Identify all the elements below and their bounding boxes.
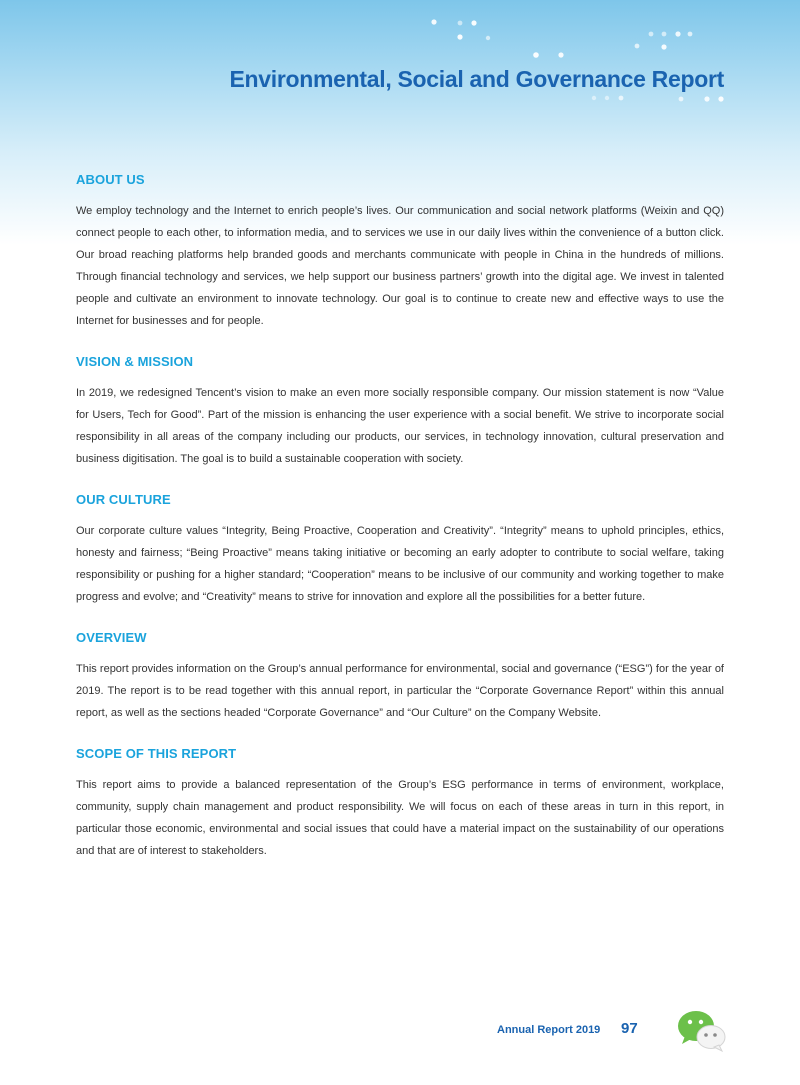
section-paragraph: This report aims to provide a balanced representation of the Group’s ESG performance in terms of environment, workplace, community, supply chain management and product responsibility. We will focus on each of these areas in turn in this report, in particular those economic, environmental and social issues that could have a material impact on the sustainability of our operations and that are of interest to stakeholders. <box>76 779 724 857</box>
section-paragraph: Our corporate culture values “Integrity, Being Proactive, Cooperation and Creativity”. “Integrity” means to uphold principles, ethics, honesty and fairness; “Being Proactive” means taking initiative or becoming an early adopter to contribute to social welfare, taking responsibility or pushing for a higher standard; “Cooperation” means to be inclusive of our community and working together to make progress and evolve; and “Creativity” means to strive for innovation and explore all the possibilities for a better future. <box>76 525 724 603</box>
section-heading: OUR CULTURE <box>76 492 171 507</box>
section-scope <box>76 746 724 862</box>
section-heading: SCOPE OF THIS REPORT <box>76 746 237 761</box>
section-about-us <box>76 172 724 332</box>
section-heading: VISION & MISSION <box>76 354 194 369</box>
section-paragraph: We employ technology and the Internet to enrich people’s lives. Our communication and social network platforms (Weixin and QQ) connect people to each other, to information media, and to services we use in our daily lives within the convenience of a button click. Our broad reaching platforms help branded goods and merchants communicate with people in China in the hundreds of millions. Through financial technology and services, we help support our business partners’ growth into the digital age. We invest in talented people and cultivate an environment to innovate technology. Our goal is to continue to create new and effective ways to use the Internet for businesses and for people. <box>76 205 724 327</box>
decorative-dots <box>0 0 800 120</box>
section-paragraph: In 2019, we redesigned Tencent’s vision to make an even more socially responsible company. Our mission statement is now “Value for Users, Tech for Good”. Part of the mission is enhancing the user experience with a social benefit. We strive to incorporate social responsibility in all areas of the company including our products, our services, in technology innovation, cultural preservation and business digitisation. The goal is to build a sustainable cooperation with society. <box>76 387 724 465</box>
wechat-icon <box>677 1010 727 1052</box>
page-footer <box>0 1010 800 1060</box>
main-content <box>76 172 724 884</box>
section-heading: OVERVIEW <box>76 630 147 645</box>
section-paragraph: This report provides information on the Group’s annual performance for environmental, social and governance (“ESG”) for the year of 2019. The report is to be read together with this annual report, in particular the “Corporate Governance Report” within this annual report, as well as the sections headed “Corporate Governance” and “Our Culture” on the Company Website. <box>76 663 724 719</box>
section-overview <box>76 630 724 724</box>
page-number: 97 <box>621 1020 638 1037</box>
section-vision-mission <box>76 354 724 470</box>
footer-report-label: Annual Report 2019 <box>497 1024 601 1036</box>
section-heading: ABOUT US <box>76 172 145 187</box>
page-title: Environmental, Social and Governance Report <box>229 66 724 92</box>
section-our-culture <box>76 492 724 608</box>
